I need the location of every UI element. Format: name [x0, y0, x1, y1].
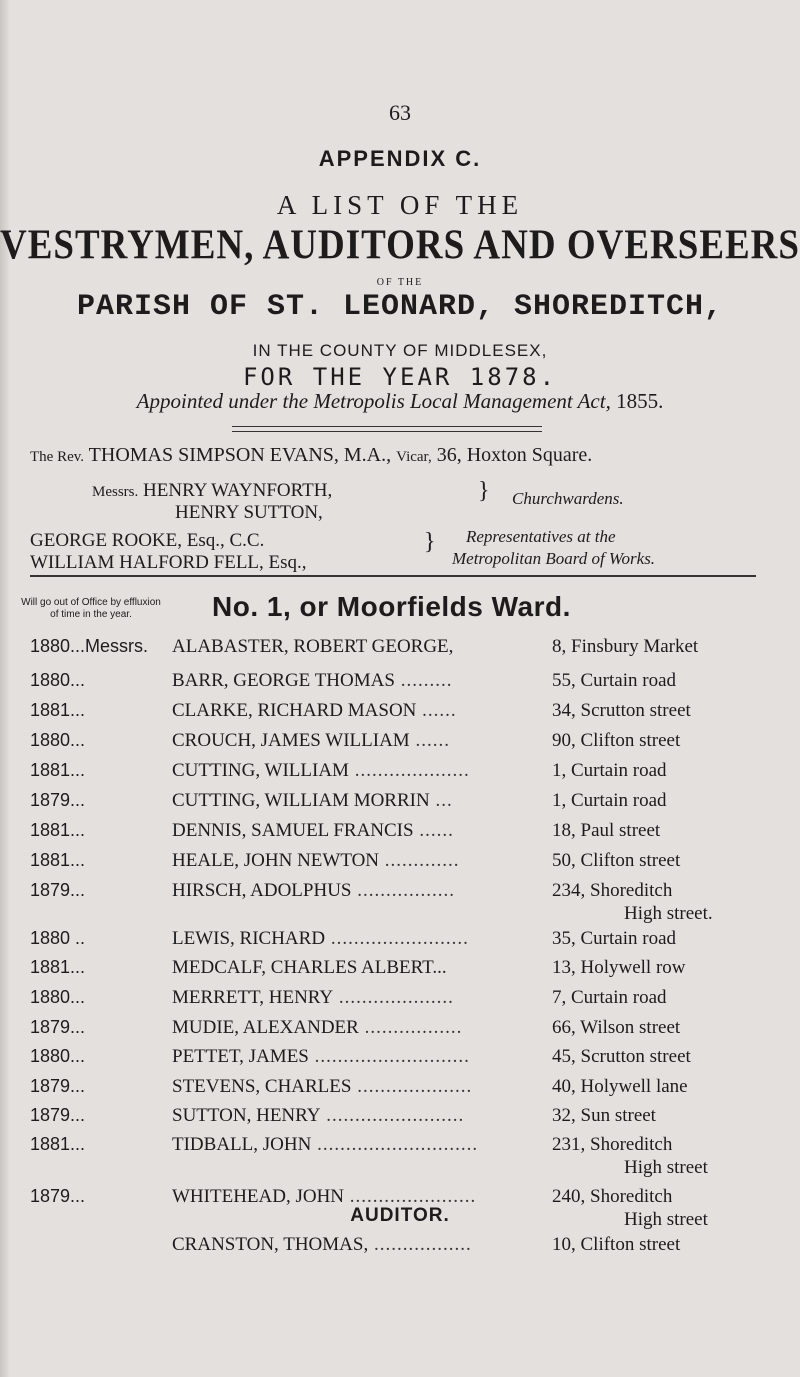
- auditor-name: CRANSTON, THOMAS, .................: [172, 1234, 472, 1255]
- table-row: [30, 636, 770, 666]
- table-row: [30, 700, 770, 730]
- member-address: 40, Holywell lane: [552, 1076, 688, 1097]
- member-address: 240, Shoreditch: [552, 1186, 673, 1207]
- term-note: Will go out of Office by effluxion of time in the year.: [21, 597, 161, 620]
- table-row: [30, 957, 770, 987]
- vicar-prefix: The Rev.: [30, 449, 85, 465]
- auditor-heading: AUDITOR.: [350, 1205, 450, 1226]
- member-name: STEVENS, CHARLES ....................: [172, 1076, 473, 1097]
- table-row: [30, 1105, 770, 1135]
- member-name: CLARKE, RICHARD MASON ......: [172, 700, 457, 721]
- term-year: 1880...: [30, 1046, 86, 1066]
- vicar-role: Vicar,: [396, 449, 432, 465]
- county-heading: IN THE COUNTY OF MIDDLESEX,: [252, 341, 548, 360]
- member-name: MUDIE, ALEXANDER .................: [172, 1017, 463, 1038]
- table-row: [30, 1076, 770, 1106]
- member-name: TIDBALL, JOHN ............................: [172, 1134, 479, 1155]
- member-address: 7, Curtain road: [552, 987, 667, 1008]
- churchwardens-prefix: Messrs.: [92, 484, 139, 500]
- page-number: 63: [389, 100, 411, 125]
- term-year: 1880...: [30, 670, 86, 690]
- auditor-row: [30, 1234, 770, 1264]
- table-row: [30, 790, 770, 820]
- member-name: HIRSCH, ADOLPHUS .................: [172, 880, 455, 901]
- member-name: HEALE, JOHN NEWTON .............: [172, 850, 460, 871]
- member-address: 1, Curtain road: [552, 790, 667, 811]
- member-name: MERRETT, HENRY ....................: [172, 987, 454, 1008]
- term-year: 1881...: [30, 700, 86, 720]
- member-address: 55, Curtain road: [552, 670, 677, 691]
- table-row: [30, 760, 770, 790]
- member-address-line-2: High street: [624, 1209, 708, 1230]
- table-row: [30, 880, 770, 924]
- term-year: 1879...: [30, 1076, 86, 1096]
- member-name: CUTTING, WILLIAM ....................: [172, 760, 470, 781]
- ward-heading: No. 1, or Moorfields Ward.: [212, 591, 571, 622]
- member-address: 231, Shoreditch: [552, 1134, 673, 1155]
- table-row: [30, 670, 770, 700]
- appointed-line: [0, 389, 800, 414]
- term-year: 1880...: [30, 730, 86, 750]
- member-address: 66, Wilson street: [552, 1017, 681, 1038]
- member-address: 13, Holywell row: [552, 957, 686, 978]
- divider-rule: [232, 426, 542, 427]
- churchwarden-name: HENRY SUTTON,: [175, 502, 323, 523]
- member-address-line-2: High street: [624, 1157, 708, 1178]
- brace-icon: }: [424, 529, 436, 555]
- table-row: [30, 928, 770, 958]
- term-year: 1881...: [30, 1134, 86, 1154]
- term-year: 1880 ..: [30, 928, 86, 948]
- member-address: 45, Scrutton street: [552, 1046, 691, 1067]
- member-name: PETTET, JAMES ...........................: [172, 1046, 470, 1067]
- term-year: 1880...Messrs.: [30, 636, 149, 656]
- term-year: 1879...: [30, 1186, 86, 1206]
- member-name: SUTTON, HENRY ........................: [172, 1105, 465, 1126]
- representatives-label-1: Representatives at the: [466, 527, 616, 546]
- churchwarden-2: [175, 502, 323, 524]
- member-address: 35, Curtain road: [552, 928, 677, 949]
- section-rule: [30, 575, 756, 577]
- appointed-year: 1855.: [616, 389, 664, 413]
- member-name: ALABASTER, ROBERT GEORGE,: [172, 636, 454, 657]
- vicar-name: THOMAS SIMPSON EVANS, M.A.,: [88, 444, 392, 466]
- auditor-address: 10, Clifton street: [552, 1234, 681, 1255]
- title-line-2: VESTRYMEN, AUDITORS AND OVERSEERS: [0, 221, 800, 270]
- table-row: [30, 1017, 770, 1047]
- vicar-line: [30, 444, 592, 467]
- member-address: 50, Clifton street: [552, 850, 681, 871]
- term-year: 1881...: [30, 760, 86, 780]
- table-row: [30, 850, 770, 880]
- table-row: [30, 730, 770, 760]
- member-name: WHITEHEAD, JOHN ......................: [172, 1186, 477, 1207]
- member-name: BARR, GEORGE THOMAS .........: [172, 670, 453, 691]
- table-row: [30, 1134, 770, 1178]
- member-address: 234, Shoreditch: [552, 880, 673, 901]
- member-name: MEDCALF, CHARLES ALBERT...: [172, 957, 447, 978]
- term-year: 1879...: [30, 880, 86, 900]
- member-address: 18, Paul street: [552, 820, 661, 841]
- representative-1: GEORGE ROOKE, Esq., C.C.: [30, 530, 265, 551]
- appendix-heading: APPENDIX C.: [318, 146, 482, 171]
- table-row: [30, 820, 770, 850]
- term-year: 1879...: [30, 1017, 86, 1037]
- table-row: [30, 1046, 770, 1076]
- term-year: 1881...: [30, 850, 86, 870]
- churchwarden-1: [92, 480, 332, 502]
- member-address: 1, Curtain road: [552, 760, 667, 781]
- brace-icon: }: [478, 478, 490, 504]
- year-heading: FOR THE YEAR 1878.: [242, 363, 558, 391]
- member-name: DENNIS, SAMUEL FRANCIS ......: [172, 820, 454, 841]
- member-name: LEWIS, RICHARD ........................: [172, 928, 469, 949]
- term-year: 1880...: [30, 987, 86, 1007]
- table-row: [30, 987, 770, 1017]
- churchwardens-label: Churchwardens.: [512, 489, 624, 508]
- member-name: CUTTING, WILLIAM MORRIN ...: [172, 790, 453, 811]
- parish-heading: PARISH OF ST. LEONARD, SHOREDITCH,: [76, 290, 724, 324]
- representatives-label-2: Metropolitan Board of Works.: [452, 549, 656, 568]
- term-year: 1881...: [30, 820, 86, 840]
- appointed-text: Appointed under the Metropolis Local Management Act,: [136, 389, 611, 413]
- representative-2: WILLIAM HALFORD FELL, Esq.,: [30, 552, 307, 573]
- member-address: 34, Scrutton street: [552, 700, 691, 721]
- term-year: 1879...: [30, 790, 86, 810]
- vicar-address: 36, Hoxton Square.: [436, 444, 593, 466]
- term-year: 1879...: [30, 1105, 86, 1125]
- title-line-1: A LIST OF THE: [276, 190, 524, 220]
- member-address: 8, Finsbury Market: [552, 636, 699, 657]
- divider-rule: [232, 431, 542, 432]
- of-the-label: OF THE: [376, 277, 424, 288]
- member-address-line-2: High street.: [624, 903, 713, 924]
- member-address: 90, Clifton street: [552, 730, 681, 751]
- term-year: 1881...: [30, 957, 86, 977]
- churchwarden-name: HENRY WAYNFORTH,: [143, 480, 333, 501]
- member-name: CROUCH, JAMES WILLIAM ......: [172, 730, 450, 751]
- member-address: 32, Sun street: [552, 1105, 656, 1126]
